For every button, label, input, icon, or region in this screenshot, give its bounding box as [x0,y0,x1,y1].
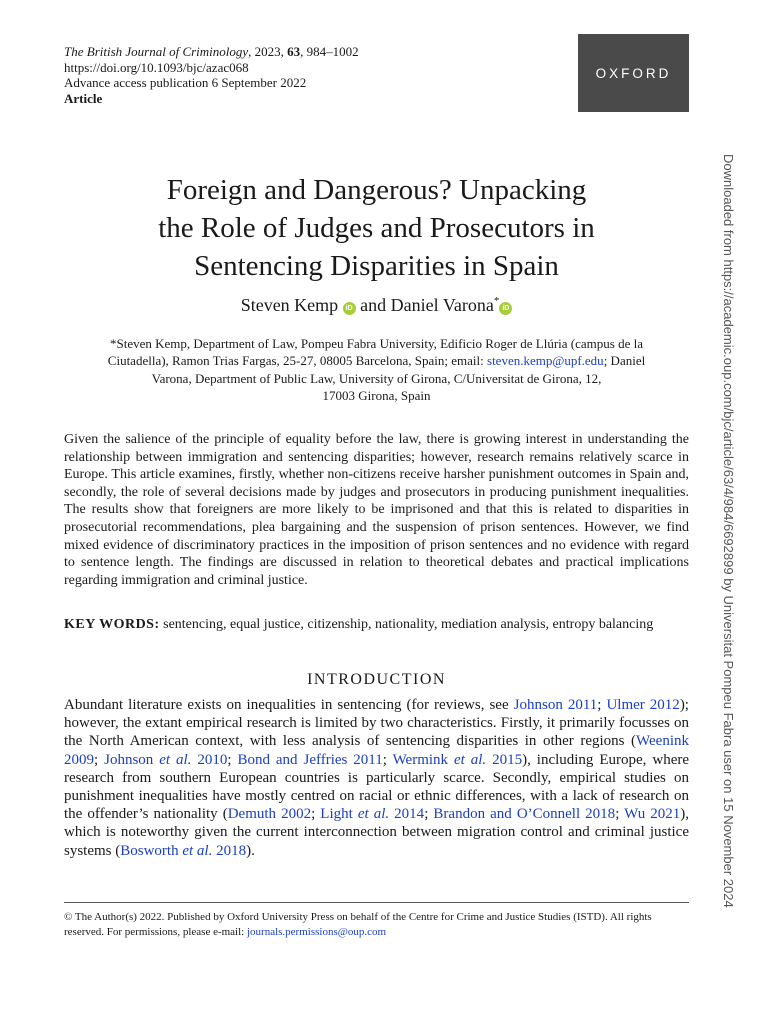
keywords-text: sentencing, equal justice, citizenship, nationality, mediation analysis, entropy balancing [163,617,654,632]
journal-name: The British Journal of Criminology [64,44,249,59]
citation-link[interactable]: Light et al. 2014 [320,806,425,823]
footnote-divider [64,902,689,903]
affiliations: *Steven Kemp, Department of Law, Pompeu Fabra University, Edificio Roger de Llúria (campus de la Ciutadella), Ramon Trias Fargas, 25-27, 08005 Barcelona, Spain; email: steven.kemp@upf.edu; Daniel Varona, Department of Public Law, University of Girona, C/Universitat de Girona, 12, 17003 Girona, Spain [107,336,646,403]
copyright-footer: © The Author(s) 2022. Published by Oxford University Press on behalf of the Centre for Crime and Justice Studies (ISTD). All rights reserved. For permissions, please e-mail: journals.permissions@oup.com [64,911,652,938]
orcid-icon[interactable]: iD [343,302,356,315]
doi-link[interactable]: https://doi.org/10.1093/bjc/azac068 [64,59,249,75]
citation-link[interactable]: Demuth 2002 [227,806,312,823]
oxford-logo[interactable]: OXFORD [578,34,689,112]
article-type: Article [64,90,103,106]
citation-link[interactable]: Wu 2021 [624,806,681,823]
citation-link[interactable]: Wermink et al. 2015 [392,751,523,768]
advance-access: Advance access publication 6 September 2022 [64,75,307,90]
citation-link[interactable]: Weenink 2009 [64,733,689,768]
citation-link[interactable]: Bosworth et al. 2018 [120,842,247,859]
citation-link[interactable]: Johnson 2011 [513,697,598,713]
citation-link[interactable]: Johnson et al. 2010 [104,751,228,768]
permissions-email-link[interactable]: journals.permissions@oup.com [246,926,387,938]
citation-link[interactable]: Bond and Jeffries 2011 [237,751,383,768]
author-email-link[interactable]: steven.kemp@upf.edu [487,353,604,369]
keywords-label: KEY WORDS: [64,617,160,632]
journal-citation: The British Journal of Criminology, 2023, 63, 984–1002 [64,44,359,59]
download-watermark: Downloaded from https://academic.oup.com/bjc/article/63/4/984/6692899 by Universitat Pompeu Fabra user on 15 November 2024 [721,154,736,908]
abstract: Given the salience of the principle of equality before the law, there is growing interest in understanding the relationship between immigration and sentencing disparities; however, research remains relatively scarce in Europe. This article examines, firstly, whether non-citizens receive harsher punishment outcomes in Spain and, secondly, the role of several decisions made by judges and prosecutors in producing punishment inequalities. The results show that foreigners are more likely to be imprisoned and that this is related to disparities in prosecutorial recommendations, plea bargaining and the suspension of prison sentences. However, we find mixed evidence of discriminatory practices in the imposition of prison sentences and no evidence with regard to sentence length. The findings are discussed in relation to theoretical debates and practical implications regarding immigration and criminal justice. [64,432,689,588]
citation-link[interactable]: Ulmer 2012 [606,697,680,713]
author-name[interactable]: Steven Kemp [240,295,339,315]
introduction-paragraph: Abundant literature exists on inequalities in sentencing (for reviews, see Johnson 2011; Ulmer 2012); however, the extant empirical research is limited by two characteristics. Firstly, it primarily focusses on the North American context, with less analysis of sentencing disparities in other regions (Weenink 2009; Johnson et al. 2010; Bond and Jeffries 2011; Wermink et al. 2015), including Europe, where research from southern European countries is particularly scarce. Secondly, empirical studies on punishment inequalities have mostly centred on racial or ethnic differences, with a lack of research on the offender’s nationality (Demuth 2002; Light et al. 2014; Brandon and O’Connell 2018; Wu 2021), which is noteworthy given the current interconnection between migration control and criminal justice systems (Bosworth et al. 2018). [64,697,690,859]
authors: Steven Kemp iD and Daniel Varona*iD [64,289,689,317]
author-name[interactable]: Daniel Varona [390,295,494,315]
citation-link[interactable]: Brandon and O’Connell 2018 [433,806,616,823]
section-heading: INTRODUCTION [307,671,446,688]
keywords [64,616,689,634]
volume: 63 [287,44,301,59]
article-title: Foreign and Dangerous? Unpacking the Role of Judges and Prosecutors in Sentencing Disparities in Spain [158,174,595,282]
publication-meta [64,44,359,106]
orcid-icon[interactable]: iD [499,302,512,315]
corresponding-author-mark: * [493,295,500,307]
